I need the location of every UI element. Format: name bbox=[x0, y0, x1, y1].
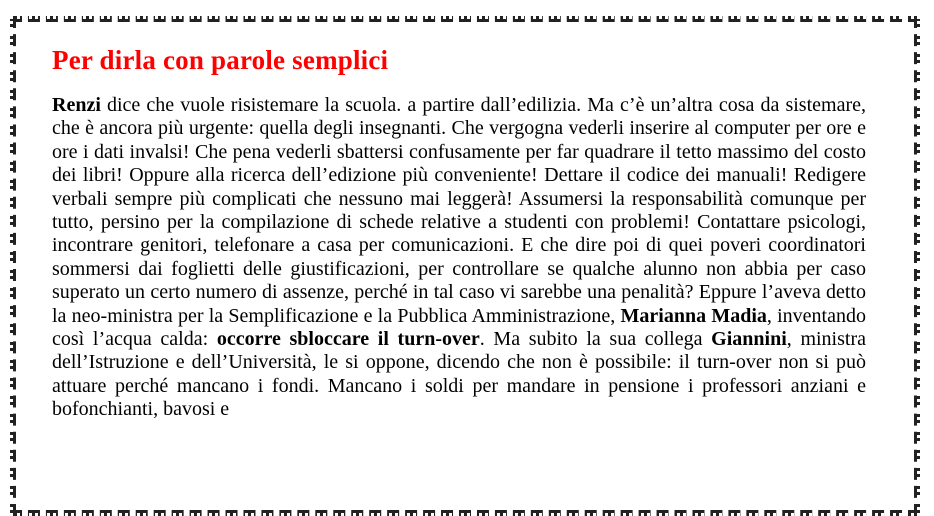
bold-name-marianna-madia: Marianna Madia bbox=[620, 304, 767, 327]
body-text-segment: dice che vuole risistemare la scuola. a partire dall’edilizia. Ma c’è un’altra cosa da sistemare, che è ancora più urgente: quella degli insegnanti. Che vergogna vederli inserire al computer per ore e ore i dati invalsi! Che pena vederli sbattersi confusamente per far quadrare il tetto massimo del costo dei libri! Oppure alla ricerca dell’edizione più conveniente! Dettare il codice dei manuali! Redigere verbali sempre più complicati che nessuno mai leggerà! Assumersi la responsabilità comunque per tutto, persino per la compilazione di schede relative a studenti con problemi! Contattare psicologi, incontrare genitori, telefonare a casa per comunicazioni. E che dire poi di quei poveri coordinatori sommersi dai foglietti delle giustificazioni, per controllare se qualche alunno non abbia per caso superato un certo numero di assenze, perché in tal caso vi sarebbe una penalità? Eppure l’aveva detto la neo-ministra per la Semplificazione e la Pubblica Amministrazione, bbox=[52, 94, 866, 327]
article-title: Per dirla con parole semplici bbox=[52, 45, 389, 75]
bold-name-renzi: Renzi bbox=[52, 94, 101, 116]
body-text-segment: , inventando così l’acqua calda: bbox=[52, 304, 866, 351]
article bbox=[52, 44, 866, 422]
article-body bbox=[52, 94, 866, 422]
bold-phrase-turn-over: occorre sbloccare il turn-over bbox=[216, 328, 480, 351]
body-text-segment: . Ma subito la sua collega bbox=[479, 328, 712, 351]
body-text-segment: , ministra dell’Istruzione e dell’Università, le si oppone, dicendo che non è possibile: il turn-over non si può attuare perché mancano i fondi. Mancano i soldi per mandare in pensione i professori anziani e bofonchianti, bavosi e bbox=[52, 328, 866, 421]
bold-name-giannini: Giannini bbox=[711, 328, 787, 351]
